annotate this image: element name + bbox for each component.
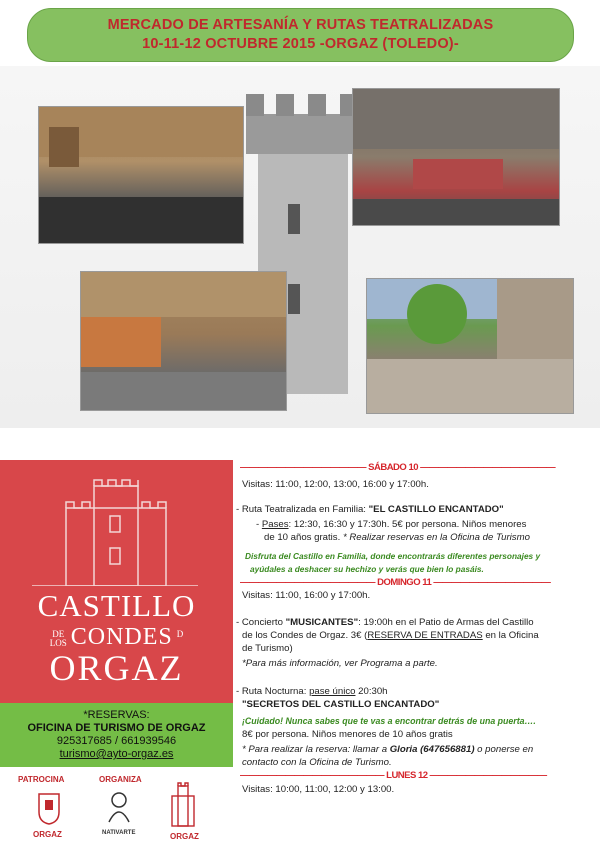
photo-market-crowd <box>38 106 244 244</box>
nativarte-label: NATIVARTE <box>102 830 136 836</box>
photo-craft-stalls <box>352 88 560 226</box>
logo-los: LOS <box>49 638 67 648</box>
domingo-gloria-tel: (647656881) <box>417 744 475 755</box>
sabado-pases-note: * Realizar reservas en la Oficina de Turismo <box>342 532 530 543</box>
domingo-concierto-text2: de los Condes de Orgaz. 3€ ( <box>242 630 368 641</box>
banner-title-line2: 10-11-12 OCTUBRE 2015 -ORGAZ (TOLEDO)- <box>142 36 459 52</box>
reservations-office: OFICINA DE TURISMO DE ORGAZ <box>27 722 206 734</box>
logo-de-left: DE <box>52 629 65 639</box>
lunes-divider: ———————————————— LUNES 12 ————————————— <box>240 770 547 781</box>
sabado-divider: —————————————— SÁBADO 10 ——————————————— <box>240 462 556 473</box>
photo-seated-audience <box>366 278 574 414</box>
domingo-cuidado: ¡Cuidado! Nunca sabes que te vas a encontrar detrás de una puerta…. <box>242 716 536 726</box>
label-organiza: ORGANIZA <box>99 775 142 784</box>
domingo-concierto-text: : 19:00h en el Patio de Armas del Castillo <box>358 617 534 628</box>
domingo-precio: 8€ por persona. Niños menores de 10 años gratis <box>242 729 453 740</box>
label-patrocina: PATROCINA <box>18 775 65 784</box>
logo-line-orgaz: ORGAZ <box>49 648 184 688</box>
sabado-pases-line2 <box>264 532 530 544</box>
domingo-reserva2: contacto con la Oficina de Turismo. <box>242 757 392 768</box>
reservations-title: *RESERVAS: <box>83 709 150 721</box>
photo-collage <box>0 66 600 428</box>
domingo-reserva-line1 <box>242 744 533 756</box>
sabado-pases-label: Pases <box>261 519 289 530</box>
sabado-visitas: Visitas: 11:00, 12:00, 13:00, 16:00 y 17:00h. <box>242 479 429 490</box>
orgaz-label-1: ORGAZ <box>33 830 62 839</box>
domingo-gloria: Gloria <box>389 744 418 755</box>
logo-de-right: D <box>176 629 184 639</box>
logo-condes: CONDES <box>70 624 173 650</box>
reservations-email[interactable]: turismo@ayto-orgaz.es <box>59 748 174 760</box>
sponsors-strip <box>0 770 233 848</box>
sabado-ruta-label: Ruta Teatralizada en Familia: <box>241 504 369 515</box>
domingo-header: DOMINGO 11 <box>377 577 432 588</box>
orgaz-coat-of-arms-icon <box>36 792 62 826</box>
domingo-nocturna-title: "SECRETOS DEL CASTILLO ENCANTADO" <box>242 699 440 710</box>
banner-title-line1: MERCADO DE ARTESANÍA Y RUTAS TEATRALIZADAS <box>107 17 494 33</box>
castle-icon <box>26 478 204 586</box>
domingo-concierto-line2 <box>242 630 539 642</box>
sabado-pases-text: : 12:30, 16:30 y 17:30h. 5€ por persona. Niños menores <box>288 519 527 530</box>
sabado-header: SÁBADO 10 <box>368 462 419 473</box>
reservations-phones: 925317685 / 661939546 <box>56 735 177 747</box>
domingo-visitas: Visitas: 11:00, 16:00 y 17:00h. <box>242 590 371 601</box>
lunes-visitas: Visitas: 10:00, 11:00, 12:00 y 13:00. <box>242 784 395 795</box>
reservations-box <box>0 703 233 767</box>
orgaz-label-2: ORGAZ <box>170 832 199 841</box>
photo-courtyard-visitors <box>80 271 287 411</box>
sabado-green-text-1: Disfruta del Castillo en Familia, donde encontrarás diferentes personajes y <box>245 551 541 561</box>
domingo-info: *Para más información, ver Programa a parte. <box>242 658 438 669</box>
domingo-nocturna-pase: pase único <box>309 686 356 697</box>
domingo-concierto-line: - Concierto "MUSICANTES": 19:00h en el Patio de Armas del Castillo <box>236 617 534 628</box>
lunes-header: LUNES 12 <box>386 770 428 781</box>
sabado-green-text-2: ayúdales a deshacer su hechizo y verás que bien lo pasáis. <box>250 564 484 574</box>
sabado-pases-text2: de 10 años gratis. <box>264 532 343 543</box>
castle-logo-small-icon <box>168 782 198 828</box>
domingo-nocturna-line: - Ruta Nocturna: pase único 20:30h <box>236 686 388 697</box>
domingo-divider: ——————————————— DOMINGO 11 ————————————— <box>240 577 551 588</box>
castle-logo-panel <box>0 460 233 703</box>
sabado-ruta-title: "EL CASTILLO ENCANTADO" <box>368 504 504 515</box>
domingo-nocturna-time: 20:30h <box>355 686 388 697</box>
domingo-concierto-label: Concierto <box>241 617 286 628</box>
title-banner <box>27 8 574 62</box>
domingo-concierto-text4: de Turismo) <box>242 643 293 654</box>
domingo-concierto-title: "MUSICANTES" <box>285 617 359 628</box>
nativarte-logo-icon <box>104 790 134 826</box>
sabado-ruta-line: - Ruta Teatralizada en Familia: "EL CASTILLO ENCANTADO" <box>236 504 504 515</box>
schedule-panel <box>236 462 600 842</box>
logo-line-castillo: CASTILLO <box>37 588 196 623</box>
domingo-reserva1: * Para realizar la reserva: llamar a <box>242 744 390 755</box>
domingo-reserva1b: o ponerse en <box>474 744 534 755</box>
domingo-nocturna-label: Ruta Nocturna: <box>241 686 310 697</box>
domingo-concierto-reserva: RESERVA DE ENTRADAS <box>367 630 483 641</box>
domingo-concierto-text3: en la Oficina <box>482 630 539 641</box>
sabado-pases-line: - Pases: 12:30, 16:30 y 17:30h. 5€ por persona. Niños menores <box>256 519 527 530</box>
